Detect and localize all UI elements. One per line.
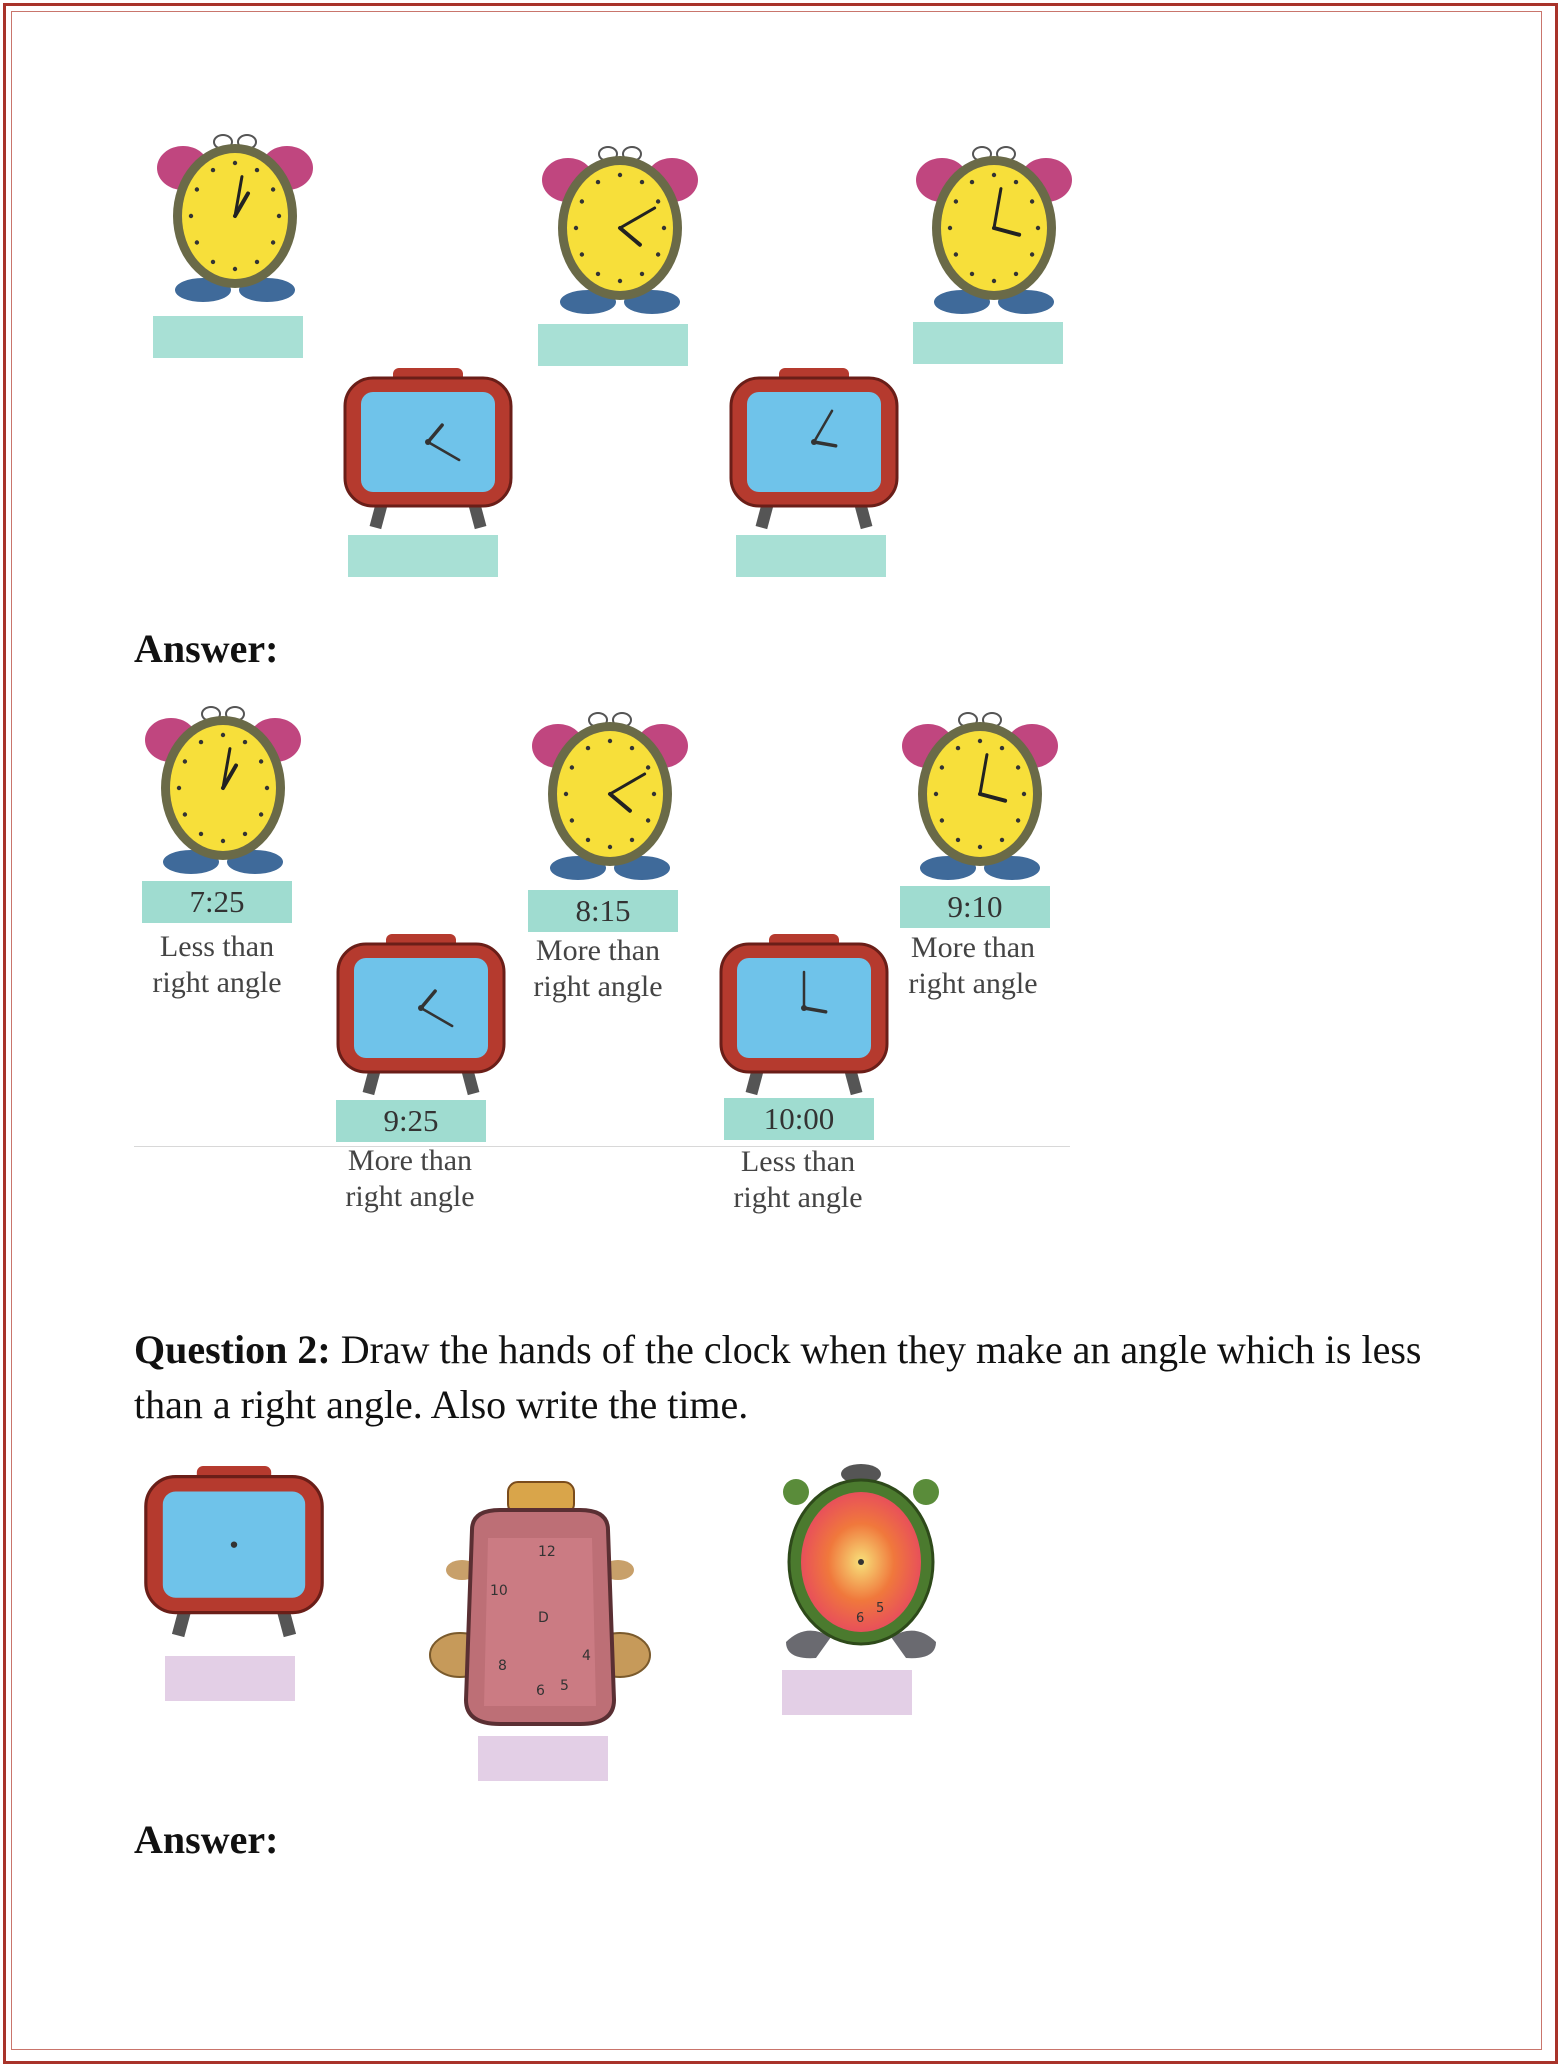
time-label: 9:10 xyxy=(900,886,1050,928)
divider-line xyxy=(134,1146,1070,1147)
yellow-clock-icon xyxy=(530,150,710,330)
svg-text:D: D xyxy=(538,1610,549,1626)
time-label: 7:25 xyxy=(142,881,292,923)
svg-text:5: 5 xyxy=(560,1678,569,1694)
yellow-clock-icon xyxy=(890,716,1070,896)
angle-caption: More than right angle xyxy=(345,1144,475,1213)
answer-heading: Answer: xyxy=(134,1817,279,1862)
time-answer-box[interactable] xyxy=(165,1656,295,1701)
time-label: 10:00 xyxy=(724,1098,874,1140)
svg-text:4: 4 xyxy=(582,1648,591,1664)
question-body: Draw the hands of the clock when they make an angle which is less than a right angle. Also write the time. xyxy=(134,1327,1422,1427)
svg-text:12: 12 xyxy=(538,1544,556,1560)
yellow-clock-icon xyxy=(145,138,325,318)
red-tv-clock-icon xyxy=(336,934,506,1094)
red-tv-clock-icon xyxy=(139,1466,329,1636)
time-answer-box[interactable] xyxy=(153,316,303,358)
svg-text:6: 6 xyxy=(536,1683,545,1699)
time-answer-box[interactable] xyxy=(538,324,688,366)
time-answer-box[interactable] xyxy=(736,535,886,577)
yellow-clock-icon xyxy=(520,716,700,896)
time-answer-box[interactable] xyxy=(348,535,498,577)
red-tv-clock-icon xyxy=(343,368,513,528)
time-label: 9:25 xyxy=(336,1100,486,1142)
svg-text:6: 6 xyxy=(856,1611,865,1626)
time-answer-box[interactable] xyxy=(782,1670,912,1715)
angle-caption: Less than right angle xyxy=(152,930,282,999)
turtle-clock-icon xyxy=(776,1462,946,1662)
svg-text:8: 8 xyxy=(498,1658,507,1674)
red-tv-clock-icon xyxy=(719,934,889,1094)
question-2-text xyxy=(134,1322,1454,1432)
time-answer-box[interactable] xyxy=(478,1736,608,1781)
question-number: Question 2: xyxy=(134,1327,331,1372)
svg-text:10: 10 xyxy=(490,1583,508,1599)
time-label: 8:15 xyxy=(528,890,678,932)
angle-caption: Less than right angle xyxy=(733,1145,863,1214)
yellow-clock-icon xyxy=(133,710,313,890)
yellow-clock-icon xyxy=(904,150,1084,330)
angle-caption: More than right angle xyxy=(908,931,1038,1000)
angle-caption: More than right angle xyxy=(533,934,663,1003)
time-answer-box[interactable] xyxy=(913,322,1063,364)
svg-text:5: 5 xyxy=(876,1601,885,1616)
answer-heading: Answer: xyxy=(134,626,279,671)
red-tv-clock-icon xyxy=(729,368,899,528)
pink-teddy-clock-icon xyxy=(430,1480,650,1730)
